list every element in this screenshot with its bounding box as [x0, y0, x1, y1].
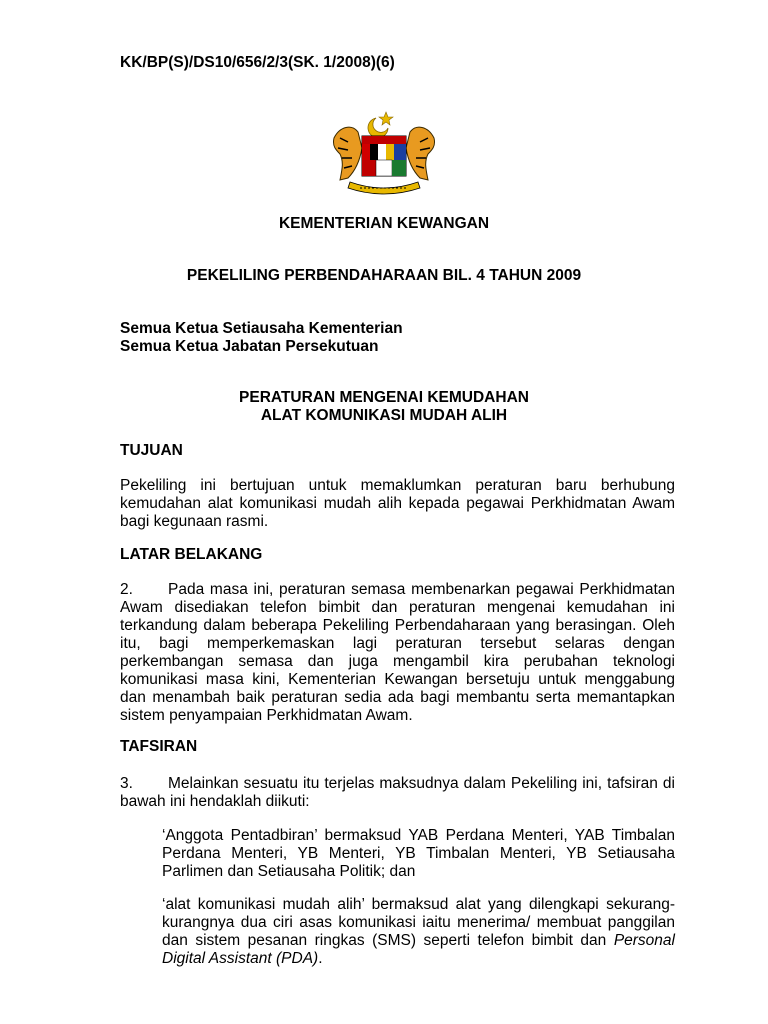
paragraph-text: Pada masa ini, peraturan semasa membenarkan pegawai Perkhidmatan Awam disediakan telefon bimbit dan peraturan mengenai kemudahan ini terkandung dalam beberapa Pekeliling Perbendaharaan yang berasingan. Oleh itu, bagi memperkemaskan lagi peraturan tersebut selaras dengan perkembangan semasa dan juga mengambil kira perubahan teknologi komunikasi masa kini, Kementerian Kewangan bersetuju untuk menggabung dan menambah baik peraturan sedia ada bagi membantu serta memantapkan sistem penyampaian Perkhidmatan Awam.	[120, 581, 675, 724]
paragraph-tujuan: Pekeliling ini bertujuan untuk memaklumkan peraturan baru berhubung kemudahan alat komunikasi mudah alih kepada pegawai Perkhidmatan Awam bagi kegunaan rasmi.	[120, 477, 675, 530]
reference-number: KK/BP(S)/DS10/656/2/3(SK. 1/2008)(6)	[120, 54, 395, 71]
coat-of-arms-icon	[326, 108, 442, 196]
paragraph-text: Melainkan sesuatu itu terjelas maksudnya dalam Pekeliling ini, tafsiran di bawah ini hendaklah diikuti:	[120, 775, 675, 810]
section-heading-tujuan: TUJUAN	[120, 442, 183, 459]
subject-line: ALAT KOMUNIKASI MUDAH ALIH	[260, 407, 508, 424]
recipients-block	[120, 320, 403, 356]
recipient-line: Semua Ketua Jabatan Persekutuan	[120, 338, 379, 355]
definition-text: ‘alat komunikasi mudah alih’ bermaksud alat yang dilengkapi sekurang-kurangnya dua ciri asas komunikasi iaitu menerima/ membuat panggilan dan sistem pesanan ringkas (SMS) seperti telefon bimbit dan	[162, 896, 675, 949]
paragraph-number: 2.	[120, 581, 133, 598]
paragraph-tafsiran	[120, 775, 675, 811]
recipient-line: Semua Ketua Setiausaha Kementerian	[120, 320, 403, 337]
definition-anggota-pentadbiran: ‘Anggota Pentadbiran’ bermaksud YAB Perdana Menteri, YAB Timbalan Perdana Menteri, YB Menteri, YB Timbalan Menteri, YB Setiausaha Parlimen dan Setiausaha Politik; dan	[162, 827, 675, 880]
definition-italic-term: Personal Digital Assistant (PDA)	[162, 932, 675, 967]
ministry-title: KEMENTERIAN KEWANGAN	[278, 215, 490, 232]
subject-title	[0, 389, 768, 425]
section-heading-latar-belakang: LATAR BELAKANG	[120, 546, 263, 563]
paragraph-number: 3.	[120, 775, 133, 792]
section-heading-tafsiran: TAFSIRAN	[120, 738, 198, 755]
definition-alat-komunikasi	[162, 896, 675, 968]
paragraph-latar-belakang	[120, 581, 675, 725]
subject-line: PERATURAN MENGENAI KEMUDAHAN	[239, 389, 529, 406]
circular-title: PEKELILING PERBENDAHARAAN BIL. 4 TAHUN 2009	[186, 267, 582, 284]
definition-end: .	[318, 950, 323, 967]
